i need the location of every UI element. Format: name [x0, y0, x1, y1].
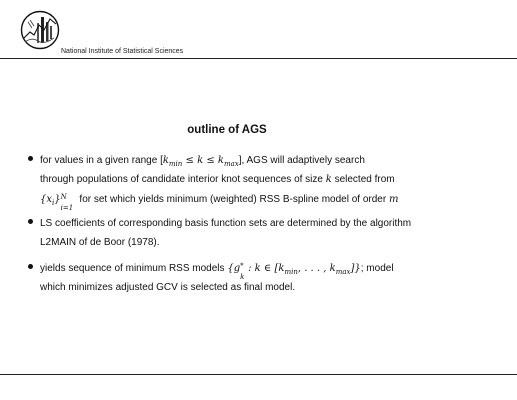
bullet-1-line-2: through populations of candidate interior knot sequences of size k selected from	[40, 174, 395, 185]
bullet-dot	[28, 219, 33, 224]
footer-divider	[0, 374, 517, 375]
bullet-dot	[28, 156, 33, 161]
bullet-1-line-3: $\{x_i\}$ N i=1 for set which yields minimum (weighted) RSS B-spline model of order m	[40, 193, 399, 212]
bullet-1-line-1: for values in a given range $[k_{min} \le k \le k_{max}]$, AGS will adaptively search	[40, 155, 365, 168]
bullet-3-line-2: which minimizes adjusted GCV is selected as final model.	[40, 282, 296, 293]
range-formula: $k_{min} \le k \le k_{max}$	[162, 155, 239, 168]
organization-name: National Institute of Statistical Sciences	[61, 48, 184, 55]
bullet-dot	[28, 264, 33, 269]
slide-title: outline of AGS	[187, 124, 267, 136]
bullet-2-line-2: L2MAIN of de Boor (1978).	[40, 237, 160, 248]
data-set-formula: $\{x_i\}$ N i=1	[40, 193, 74, 212]
k-symbol: k	[325, 174, 332, 185]
nis-logo	[20, 10, 60, 50]
bullet-2-line-1: LS coefficients of corresponding basis function sets are determined by the algorithm	[40, 218, 412, 229]
header-divider	[0, 58, 517, 59]
model-sequence-formula: {g * k : k ∈ [$k_{min}$, . . . , $k_{max}$]}	[227, 262, 361, 281]
m-symbol: m	[388, 194, 399, 205]
bullet-3-line-1: yields sequence of minimum RSS models {g * k : k ∈ [$k_{min}$, . . . , $k_{max}$]}; model	[40, 262, 394, 281]
